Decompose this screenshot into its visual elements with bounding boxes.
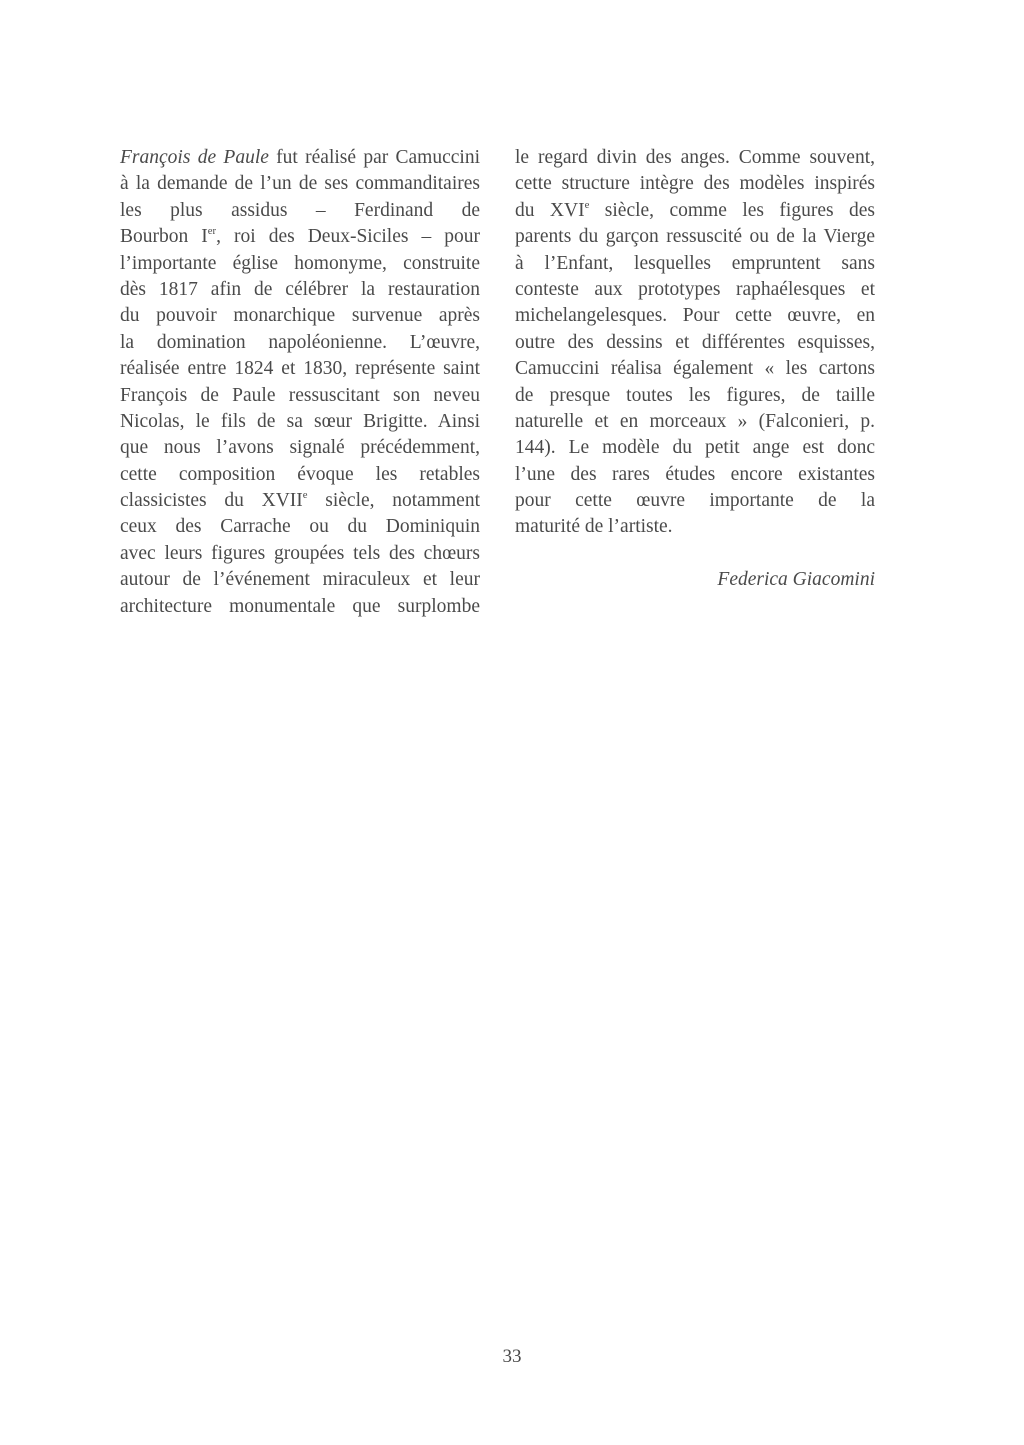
spacer <box>515 541 875 567</box>
text-line: architecture monumentale que surplombe <box>120 595 480 617</box>
text-line: les plus assidus – Ferdinand de <box>120 199 480 221</box>
page-number: 33 <box>502 1346 522 1367</box>
text-line: Bourbon Ier, roi des Deux-Siciles – pour <box>120 225 480 248</box>
text-line: la domination napoléonienne. L’œuvre, <box>120 331 480 353</box>
text-line: à la demande de l’un de ses commanditaires <box>120 173 480 195</box>
text-line: 144). Le modèle du petit ange est donc <box>515 437 875 459</box>
text-line: l’une des rares études encore existantes <box>515 463 875 485</box>
text-line: ceux des Carrache ou du Dominiquin <box>120 516 480 538</box>
text-line: cette structure intègre des modèles inspirés <box>515 173 875 195</box>
text-line: michelangelesques. Pour cette œuvre, en <box>515 305 875 327</box>
text-line: outre des dessins et différentes esquisses, <box>515 331 875 353</box>
text-line: avec leurs figures groupées tels des chœurs <box>120 542 480 564</box>
text-line: François de Paule fut réalisé par Camuccini <box>120 147 480 168</box>
text-line: réalisée entre 1824 et 1830, représente saint <box>120 358 480 380</box>
left-text-column <box>120 145 480 620</box>
text-line: cette composition évoque les retables <box>120 463 480 485</box>
text-line: de presque toutes les figures, de taille <box>515 384 875 406</box>
text-line: parents du garçon ressuscité ou de la Vierge <box>515 226 875 248</box>
text-line: autour de l’événement miraculeux et leur <box>120 569 480 591</box>
text-line: dès 1817 afin de célébrer la restauration <box>120 278 480 300</box>
text-line: Camuccini réalisa également « les cartons <box>515 358 875 380</box>
text-line: le regard divin des anges. Comme souvent, <box>515 147 875 168</box>
text-line: naturelle et en morceaux » (Falconieri, p. <box>515 410 875 432</box>
text-line: Nicolas, le fils de sa sœur Brigitte. Ainsi <box>120 410 480 432</box>
text-line: conteste aux prototypes raphaélesques et <box>515 278 875 300</box>
right-text-column <box>515 145 875 594</box>
text-line: à l’Enfant, lesquelles empruntent sans <box>515 252 875 274</box>
author-signature: Federica Giacomini <box>717 569 875 591</box>
text-line: François de Paule ressuscitant son neveu <box>120 384 480 406</box>
text-line: l’importante église homonyme, construite <box>120 252 480 274</box>
text-line: du pouvoir monarchique survenue après <box>120 305 480 327</box>
text-line: du XVIe siècle, comme les figures des <box>515 198 875 221</box>
text-line: maturité de l’artiste. <box>515 516 673 538</box>
text-line: pour cette œuvre importante de la <box>515 490 875 512</box>
text-line: classicistes du XVIIe siècle, notamment <box>120 489 480 512</box>
text-line: que nous l’avons signalé précédemment, <box>120 437 480 459</box>
